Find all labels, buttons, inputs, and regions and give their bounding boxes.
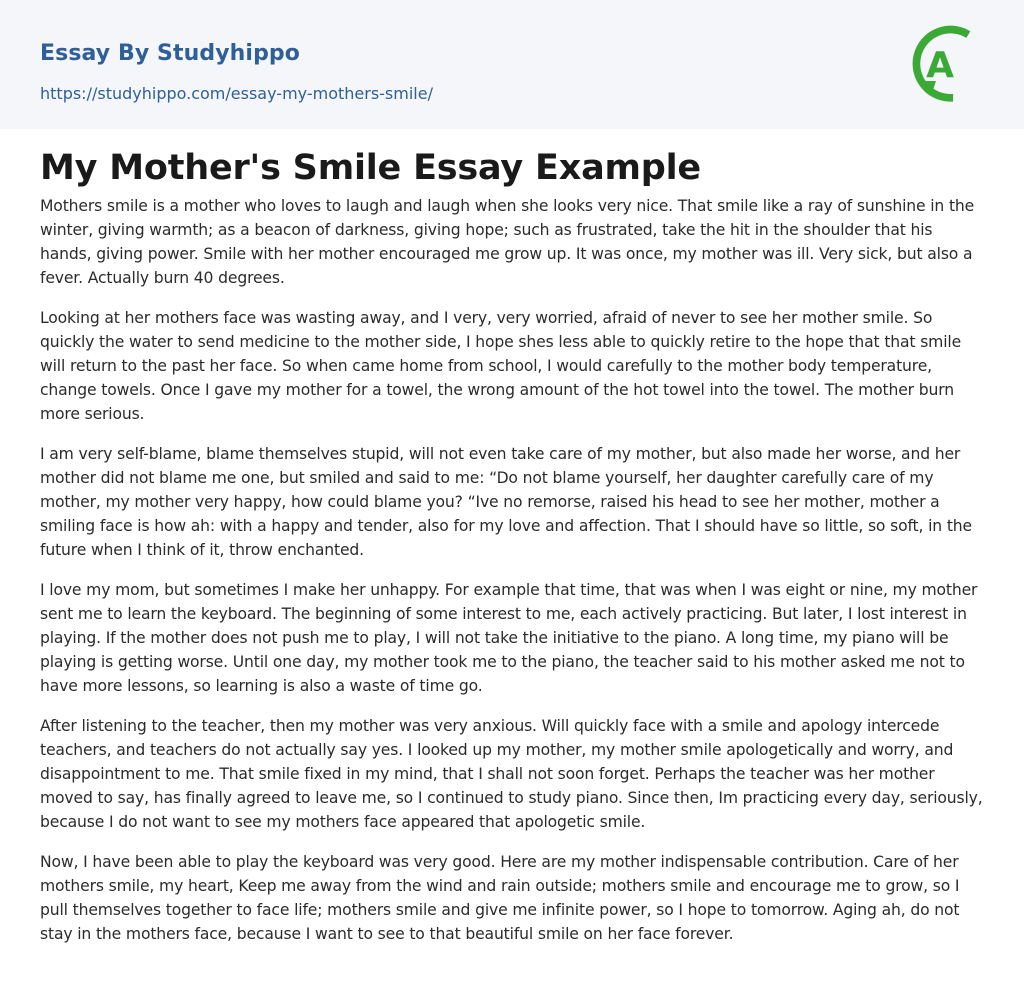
essay-body: [40, 194, 985, 962]
page-title: My Mother's Smile Essay Example: [40, 148, 701, 188]
essay-paragraph: I am very self-blame, blame themselves stupid, will not even take care of my mother, but also made her worse, and her mother did not blame me one, but smiled and said to me: “Do not blame yourself, her daughter carefully care of my mother, my mother very happy, how could blame you? “Ive no remorse, raised his head to see her mother, mother a smiling face is how ah: with a happy and tender, also for my love and affection. That I should have so little, so soft, in the future when I think of it, throw enchanted.: [40, 445, 972, 559]
essay-paragraph: After listening to the teacher, then my mother was very anxious. Will quickly face with a smile and apology intercede teachers, and teachers do not actually say yes. I looked up my mother, my mother smile apologetically and worry, and disappointment to me. That smile fixed in my mind, that I shall not soon forget. Perhaps the teacher was her mother moved to say, has finally agreed to leave me, so I continued to study piano. Since then, Im practicing every day, seriously, because I do not want to see my mothers face appeared that apologetic smile.: [40, 717, 983, 831]
essay-paragraph: Now, I have been able to play the keyboard was very good. Here are my mother indispensable contribution. Care of her mothers smile, my heart, Keep me away from the wind and rain outside; mothers smile and encourage me to grow, so I pull themselves together to face life; mothers smile and give me infinite power, so I hope to tomorrow. Aging ah, do not stay in the mothers face, because I want to see to that beautiful smile on her face forever.: [40, 853, 960, 943]
essay-paragraph: I love my mom, but sometimes I make her unhappy. For example that time, that was when I was eight or nine, my mother sent me to learn the keyboard. The beginning of some interest to me, each actively practicing. But later, I lost interest in playing. If the mother does not push me to play, I will not take the initiative to the piano. A long time, my piano will be playing is getting worse. Until one day, my mother took me to the piano, the teacher said to his mother asked me not to have more lessons, so learning is also a waste of time go.: [40, 581, 978, 695]
studyhippo-logo-icon[interactable]: [912, 19, 986, 105]
site-header: [0, 0, 1024, 129]
page-url-link[interactable]: https://studyhippo.com/essay-my-mothers-smile/: [40, 84, 433, 103]
site-brand[interactable]: Essay By Studyhippo: [40, 41, 300, 66]
essay-paragraph: Mothers smile is a mother who loves to laugh and laugh when she looks very nice. That smile like a ray of sunshine in the winter, giving warmth; as a beacon of darkness, giving hope; such as frustrated, take the hit in the shoulder that his hands, giving power. Smile with her mother encouraged me grow up. It was once, my mother was ill. Very sick, but also a fever. Actually burn 40 degrees.: [40, 197, 975, 287]
logo-letter: A: [926, 45, 954, 86]
essay-paragraph: Looking at her mothers face was wasting away, and I very, very worried, afraid of never to see her mother smile. So quickly the water to send medicine to the mother side, I hope shes less able to quickly retire to the hope that that smile will return to the past her face. So when came home from school, I would carefully to the mother body temperature, change towels. Once I gave my mother for a towel, the wrong amount of the hot towel into the towel. The mother burn more serious.: [40, 309, 962, 423]
